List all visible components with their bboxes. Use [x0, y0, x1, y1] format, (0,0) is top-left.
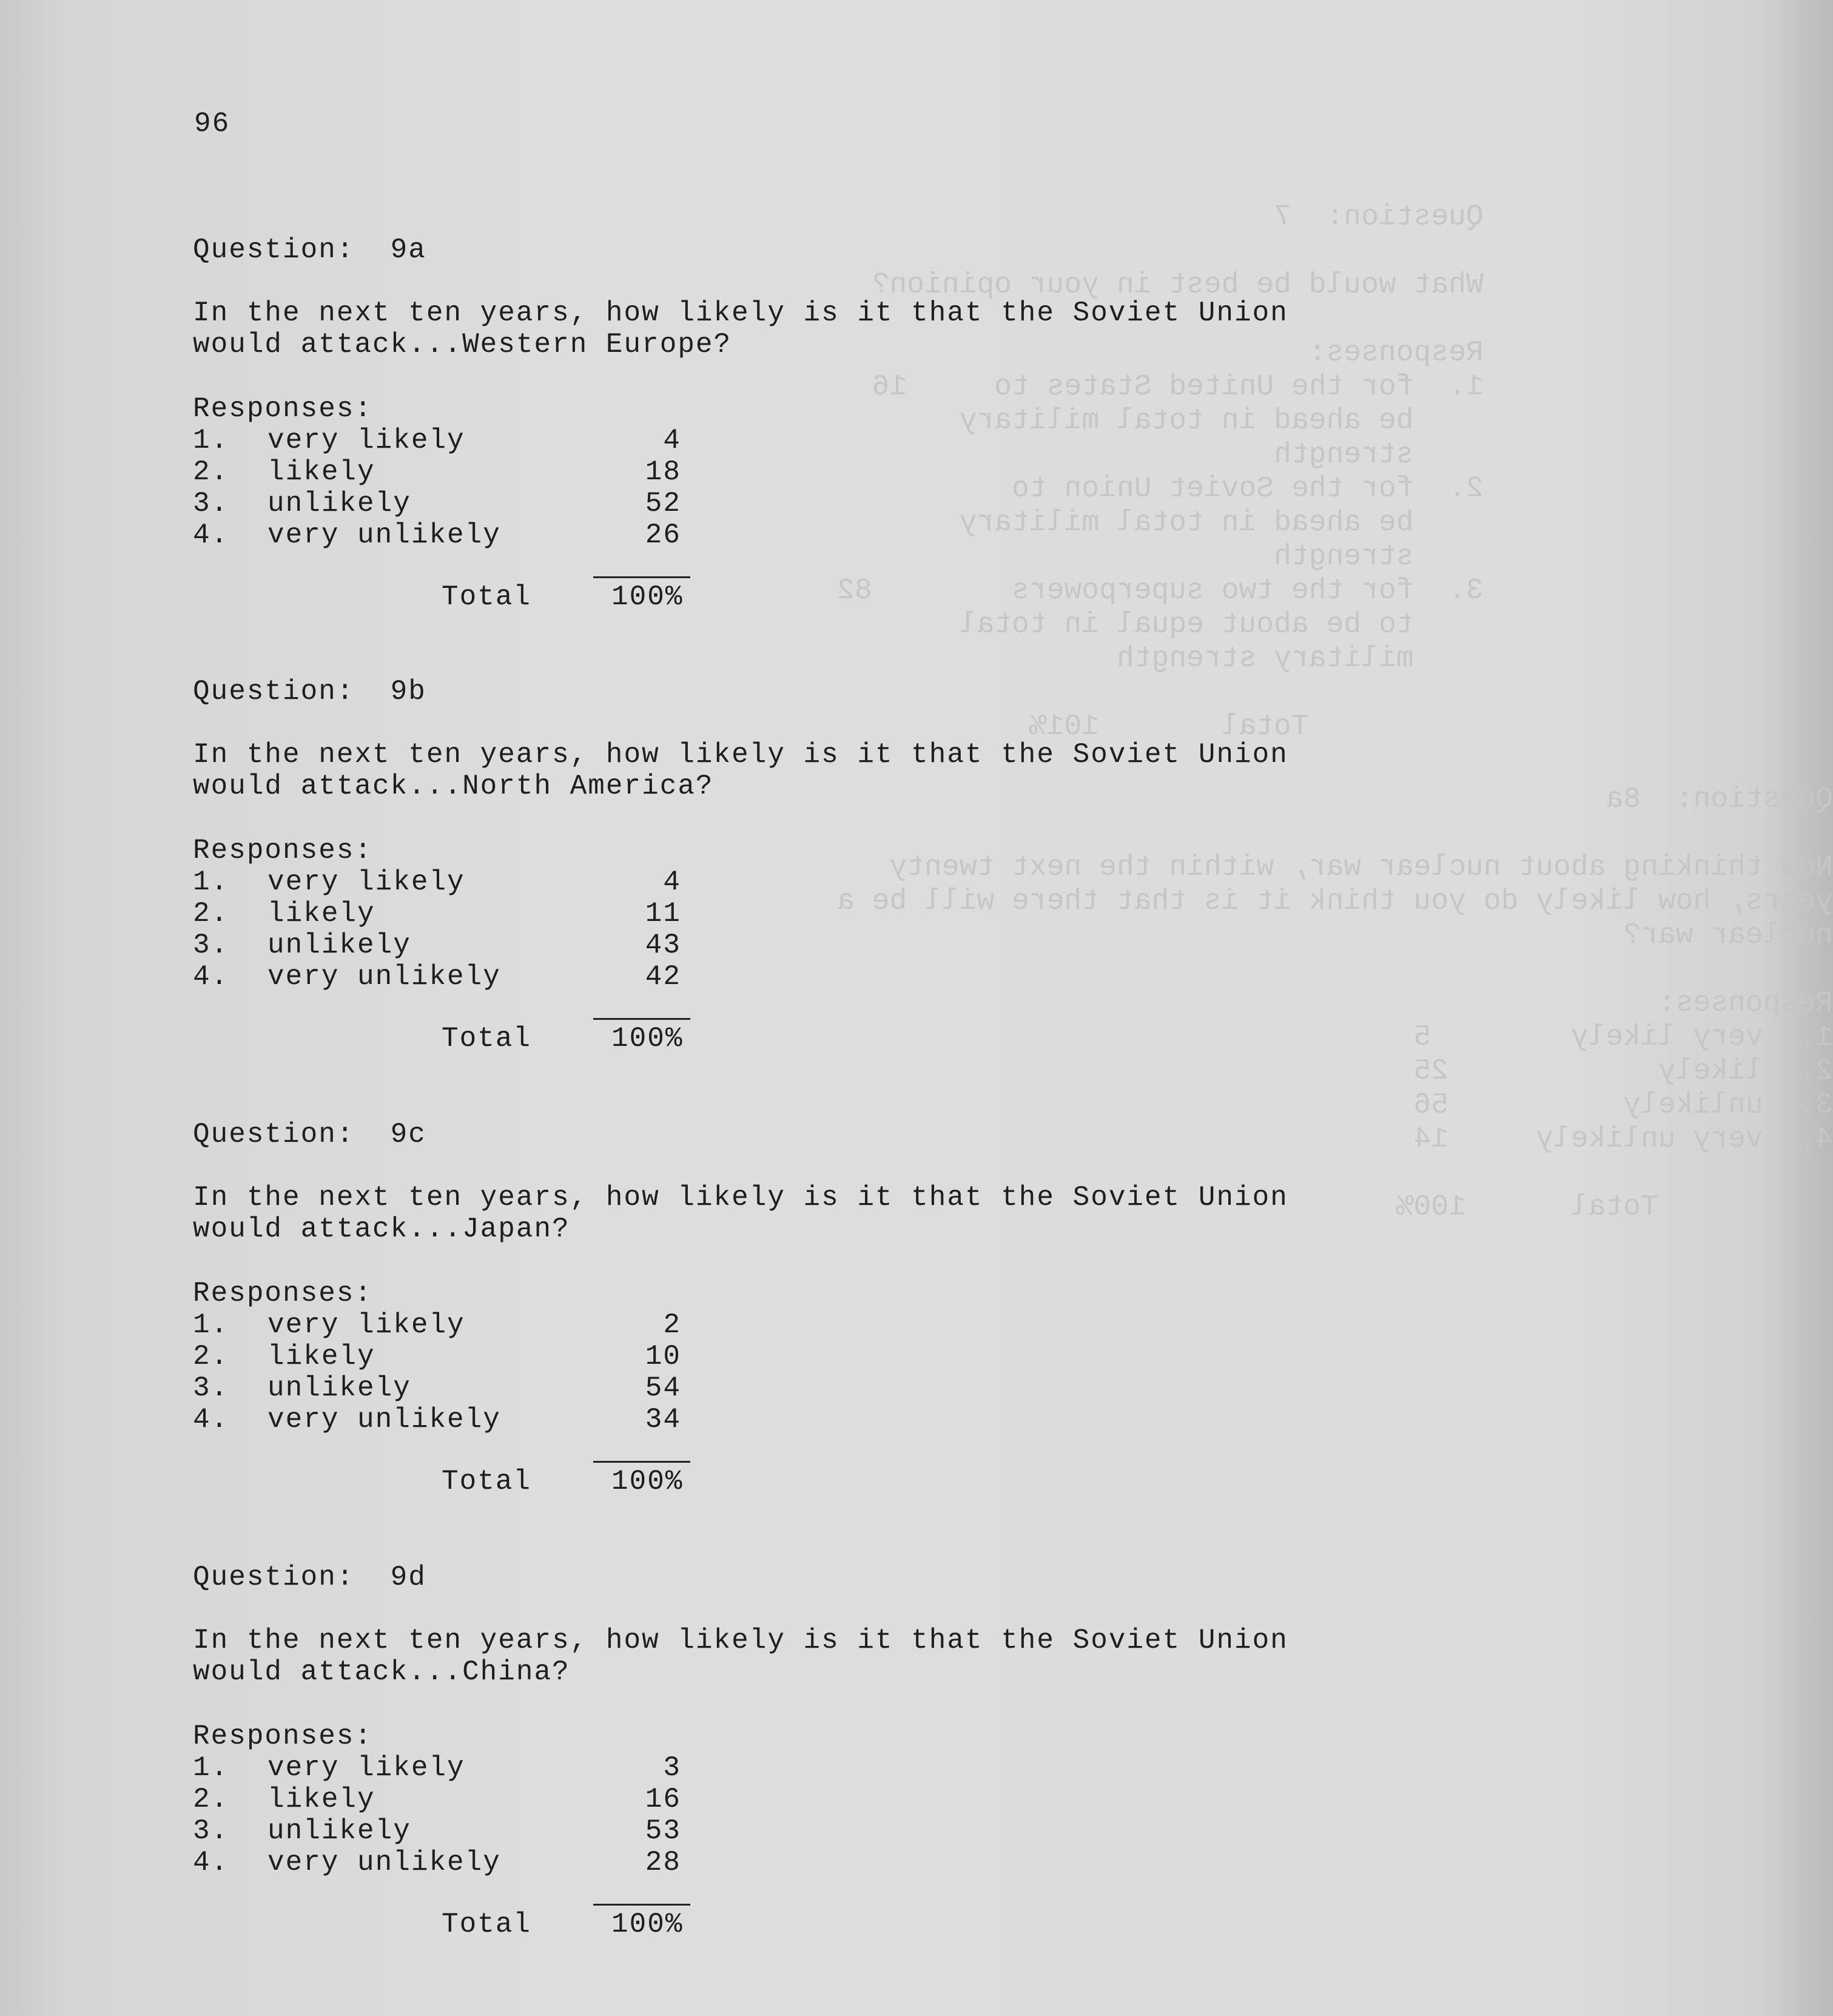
response-row [193, 1815, 739, 1847]
response-number: 3. [193, 1372, 229, 1404]
response-row [193, 1309, 739, 1341]
response-label: unlikely [267, 1815, 411, 1847]
response-value: 11 [645, 898, 681, 929]
response-row [193, 1752, 739, 1784]
response-value: 53 [645, 1815, 681, 1847]
response-label: unlikely [267, 929, 411, 961]
response-value: 26 [645, 519, 681, 551]
total-rule [593, 1461, 690, 1463]
response-row [193, 929, 739, 961]
response-row [193, 1404, 739, 1435]
response-number: 1. [193, 1752, 229, 1784]
response-row [193, 961, 739, 993]
response-number: 2. [193, 1784, 229, 1815]
response-value: 2 [663, 1309, 681, 1341]
response-value: 10 [645, 1341, 681, 1372]
bleed-through-decoration: Question: 7 What would be best in your opinion? Responses: 1. for the United States to 16 be ahead in total military strength 2. for the Soviet Union to be ahead in total military strength 3. for the two superpowers 82 to be about equal in total military strength Total 101% [837, 201, 1484, 743]
response-number: 1. [193, 425, 229, 456]
response-label: unlikely [267, 488, 411, 519]
response-row [193, 425, 739, 456]
response-label: very unlikely [267, 961, 501, 993]
question-text: In the next ten years, how likely is it that the Soviet Union would attack...North America? [193, 739, 1307, 802]
response-value: 34 [645, 1404, 681, 1435]
response-number: 4. [193, 1404, 229, 1435]
response-number: 4. [193, 519, 229, 551]
response-number: 2. [193, 1341, 229, 1372]
total-label: Total [442, 1909, 532, 1940]
response-label: likely [267, 1341, 375, 1372]
total-rule [593, 1904, 690, 1906]
response-number: 1. [193, 866, 229, 898]
responses-heading: Responses: [193, 1278, 373, 1309]
response-row [193, 519, 739, 551]
response-value: 54 [645, 1372, 681, 1404]
total-value: 100% [611, 1909, 684, 1940]
response-label: likely [267, 1784, 375, 1815]
response-row [193, 866, 739, 898]
responses-heading: Responses: [193, 393, 373, 425]
response-number: 2. [193, 456, 229, 488]
response-label: likely [267, 898, 375, 929]
response-label: very likely [267, 866, 465, 898]
response-number: 4. [193, 1847, 229, 1878]
total-rule [593, 576, 690, 578]
question-text: In the next ten years, how likely is it that the Soviet Union would attack...Japan? [193, 1182, 1307, 1245]
response-label: very likely [267, 1309, 465, 1341]
response-row [193, 1372, 739, 1404]
response-number: 3. [193, 1815, 229, 1847]
response-label: very unlikely [267, 1404, 501, 1435]
total-label: Total [442, 581, 532, 613]
response-label: likely [267, 456, 375, 488]
question-label: Question: 9c [193, 1119, 426, 1150]
response-value: 4 [663, 866, 681, 898]
total-value: 100% [611, 581, 684, 613]
response-number: 1. [193, 1309, 229, 1341]
response-row [193, 456, 739, 488]
page-number: 96 [194, 108, 230, 140]
question-text: In the next ten years, how likely is it that the Soviet Union would attack...Western Europe? [193, 297, 1307, 360]
response-value: 4 [663, 425, 681, 456]
response-value: 42 [645, 961, 681, 993]
response-number: 2. [193, 898, 229, 929]
response-row [193, 1341, 739, 1372]
response-row [193, 898, 739, 929]
response-row [193, 1847, 739, 1878]
total-label: Total [442, 1466, 532, 1497]
question-label: Question: 9d [193, 1562, 426, 1593]
response-label: very likely [267, 1752, 465, 1784]
question-text: In the next ten years, how likely is it that the Soviet Union would attack...China? [193, 1625, 1307, 1688]
response-label: very likely [267, 425, 465, 456]
total-value: 100% [611, 1466, 684, 1497]
total-label: Total [442, 1023, 532, 1054]
response-value: 3 [663, 1752, 681, 1784]
response-value: 28 [645, 1847, 681, 1878]
response-value: 18 [645, 456, 681, 488]
response-value: 16 [645, 1784, 681, 1815]
total-value: 100% [611, 1023, 684, 1054]
question-label: Question: 9a [193, 234, 426, 266]
response-value: 43 [645, 929, 681, 961]
response-number: 3. [193, 929, 229, 961]
response-label: very unlikely [267, 1847, 501, 1878]
responses-heading: Responses: [193, 1721, 373, 1752]
response-label: very unlikely [267, 519, 501, 551]
total-rule [593, 1018, 690, 1020]
response-row [193, 488, 739, 519]
response-row [193, 1784, 739, 1815]
response-label: unlikely [267, 1372, 411, 1404]
response-value: 52 [645, 488, 681, 519]
bleed-through-decoration-2: Question: 8a Now thinking about nuclear war, within the next twenty years, how likely do you think it is that there will be a nuclear war? Responses: 1. very likely 5 2. likely 25 3. unlikely 56 4. very unlikely 14 Total 100% [837, 783, 1833, 1224]
response-number: 3. [193, 488, 229, 519]
response-number: 4. [193, 961, 229, 993]
question-label: Question: 9b [193, 676, 426, 707]
responses-heading: Responses: [193, 835, 373, 866]
